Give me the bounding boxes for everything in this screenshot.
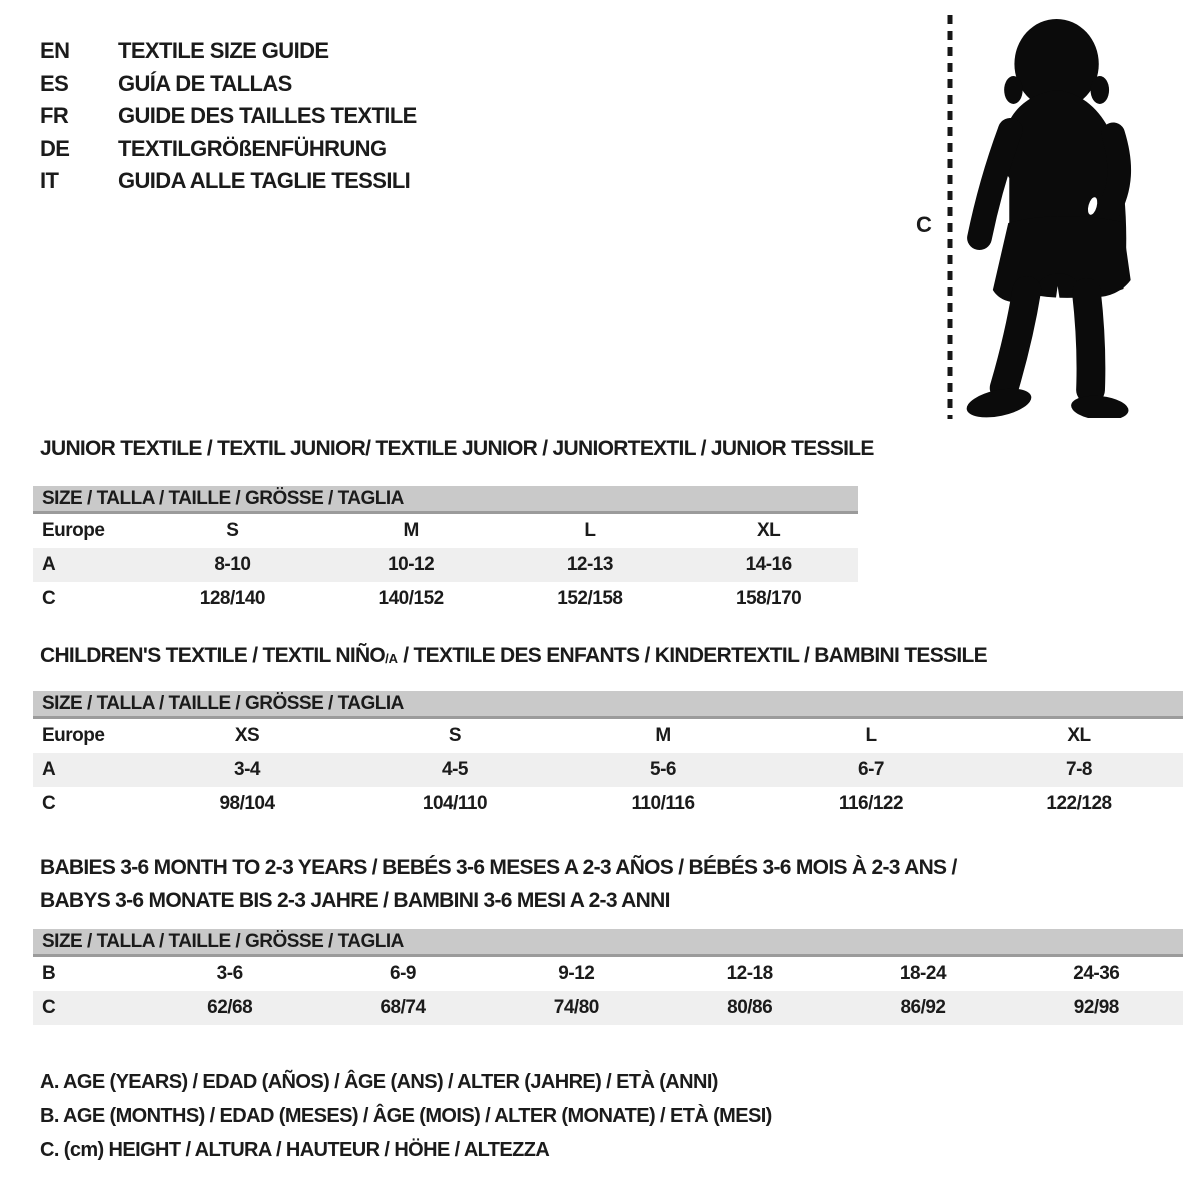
row-label: A bbox=[42, 759, 56, 780]
table-row-age-years bbox=[33, 548, 858, 582]
row-label: A bbox=[42, 554, 56, 575]
toddler-silhouette-icon bbox=[963, 18, 1143, 418]
size-value: 122/128 bbox=[1046, 793, 1112, 814]
size-value: 3-6 bbox=[216, 963, 243, 984]
size-value: 7-8 bbox=[1066, 759, 1092, 780]
row-label: Europe bbox=[42, 725, 105, 746]
size-value: XS bbox=[234, 725, 260, 746]
size-value: 10-12 bbox=[388, 554, 435, 575]
size-value: 18-24 bbox=[899, 963, 947, 984]
size-value: 14-16 bbox=[745, 554, 792, 575]
height-dashed-line-icon bbox=[946, 12, 954, 422]
table-row-height bbox=[33, 582, 858, 616]
size-value: 8-10 bbox=[214, 554, 251, 575]
row-label: C bbox=[42, 793, 56, 814]
nino-a-subscript: /A bbox=[385, 651, 399, 666]
size-header-bar: SIZE / TALLA / TAILLE / GRÖSSE / TAGLIA bbox=[33, 486, 858, 514]
size-header-bar: SIZE / TALLA / TAILLE / GRÖSSE / TAGLIA bbox=[33, 691, 1183, 719]
size-value: 4-5 bbox=[442, 759, 468, 780]
size-value: 24-36 bbox=[1073, 963, 1120, 984]
size-value: 152/158 bbox=[557, 588, 623, 609]
row-label: C bbox=[42, 997, 56, 1018]
language-code: IT bbox=[40, 168, 59, 194]
size-value: 140/152 bbox=[378, 588, 444, 609]
size-value: 158/170 bbox=[736, 588, 802, 609]
table-row-age-months bbox=[33, 957, 1183, 991]
junior-section-title: JUNIOR TEXTILE / TEXTIL JUNIOR/ TEXTILE JUNIOR / JUNIORTEXTIL / JUNIOR TESSILE bbox=[40, 437, 874, 460]
size-value: S bbox=[226, 520, 239, 541]
row-label: C bbox=[42, 588, 56, 609]
size-value: 92/98 bbox=[1073, 997, 1119, 1018]
language-title: GUIDA ALLE TAGLIE TESSILI bbox=[118, 168, 411, 194]
size-value: 104/110 bbox=[422, 793, 488, 814]
language-title: GUIDE DES TAILLES TEXTILE bbox=[118, 103, 417, 129]
size-value: 9-12 bbox=[558, 963, 595, 984]
size-value: 116/122 bbox=[838, 793, 904, 814]
size-value: L bbox=[865, 725, 877, 746]
legend-line-c: C. (cm) HEIGHT / ALTURA / HAUTEUR / HÖHE / ALTEZZA bbox=[40, 1139, 550, 1161]
size-value: S bbox=[448, 725, 462, 746]
babies-size-table bbox=[33, 929, 1183, 1025]
legend-line-a: A. AGE (YEARS) / EDAD (AÑOS) / ÂGE (ANS) / ALTER (JAHRE) / ETÀ (ANNI) bbox=[40, 1071, 718, 1093]
language-guide-header bbox=[40, 35, 417, 198]
size-value: 110/116 bbox=[631, 793, 695, 814]
children-title-text: CHILDREN'S TEXTILE / TEXTIL NIÑO bbox=[40, 644, 386, 667]
size-value: XL bbox=[1067, 725, 1091, 746]
size-value: 12-18 bbox=[726, 963, 773, 984]
size-value: M bbox=[403, 520, 419, 541]
size-value: XL bbox=[756, 520, 781, 541]
language-row bbox=[40, 165, 417, 198]
language-code: DE bbox=[40, 135, 70, 161]
table-row-europe bbox=[33, 514, 858, 548]
children-title-text: / TEXTILE DES ENFANTS / KINDERTEXTIL / BAMBINI TESSILE bbox=[398, 644, 987, 667]
babies-title-line1: BABIES 3-6 MONTH TO 2-3 YEARS / BEBÉS 3-6 MESES A 2-3 AÑOS / BÉBÉS 3-6 MOIS À 2-3 ANS / bbox=[40, 856, 957, 879]
language-row bbox=[40, 35, 417, 68]
size-value: 68/74 bbox=[380, 997, 426, 1018]
table-row-height bbox=[33, 991, 1183, 1025]
size-value: 80/86 bbox=[727, 997, 773, 1018]
babies-section-title bbox=[40, 851, 957, 917]
language-code: FR bbox=[40, 103, 69, 129]
size-header-bar: SIZE / TALLA / TAILLE / GRÖSSE / TAGLIA bbox=[33, 929, 1183, 957]
size-value: 12-13 bbox=[566, 554, 613, 575]
language-code: ES bbox=[40, 70, 69, 96]
table-row-europe bbox=[33, 719, 1183, 753]
language-row bbox=[40, 133, 417, 166]
language-title: TEXTILGRÖßENFÜHRUNG bbox=[118, 135, 387, 161]
table-row-height bbox=[33, 787, 1183, 821]
language-row bbox=[40, 68, 417, 101]
language-title: TEXTILE SIZE GUIDE bbox=[118, 38, 329, 64]
size-value: 98/104 bbox=[219, 793, 275, 814]
row-label: Europe bbox=[42, 520, 105, 541]
size-value: 128/140 bbox=[199, 588, 265, 609]
size-value: 3-4 bbox=[234, 759, 260, 780]
size-value: 62/68 bbox=[207, 997, 253, 1018]
size-value: M bbox=[655, 725, 671, 746]
size-value: 6-9 bbox=[390, 963, 416, 984]
size-value: 5-6 bbox=[650, 759, 676, 780]
legend-line-b: B. AGE (MONTHS) / EDAD (MESES) / ÂGE (MOIS) / ALTER (MONATE) / ETÀ (MESI) bbox=[40, 1105, 772, 1127]
children-section-title bbox=[40, 644, 987, 671]
language-code: EN bbox=[40, 38, 70, 64]
junior-size-table bbox=[33, 486, 858, 616]
size-value: 6-7 bbox=[858, 759, 884, 780]
size-value: L bbox=[584, 520, 596, 541]
children-size-table bbox=[33, 691, 1183, 821]
height-measure-label: C bbox=[916, 212, 932, 237]
table-row-age-years bbox=[33, 753, 1183, 787]
language-title: GUÍA DE TALLAS bbox=[118, 70, 292, 96]
babies-title-line2: BABYS 3-6 MONATE BIS 2-3 JAHRE / BAMBINI 3-6 MESI A 2-3 ANNI bbox=[40, 889, 670, 912]
size-value: 86/92 bbox=[900, 997, 946, 1018]
size-value: 74/80 bbox=[553, 997, 599, 1018]
language-row bbox=[40, 100, 417, 133]
legend bbox=[40, 1065, 772, 1167]
row-label: B bbox=[42, 963, 56, 984]
